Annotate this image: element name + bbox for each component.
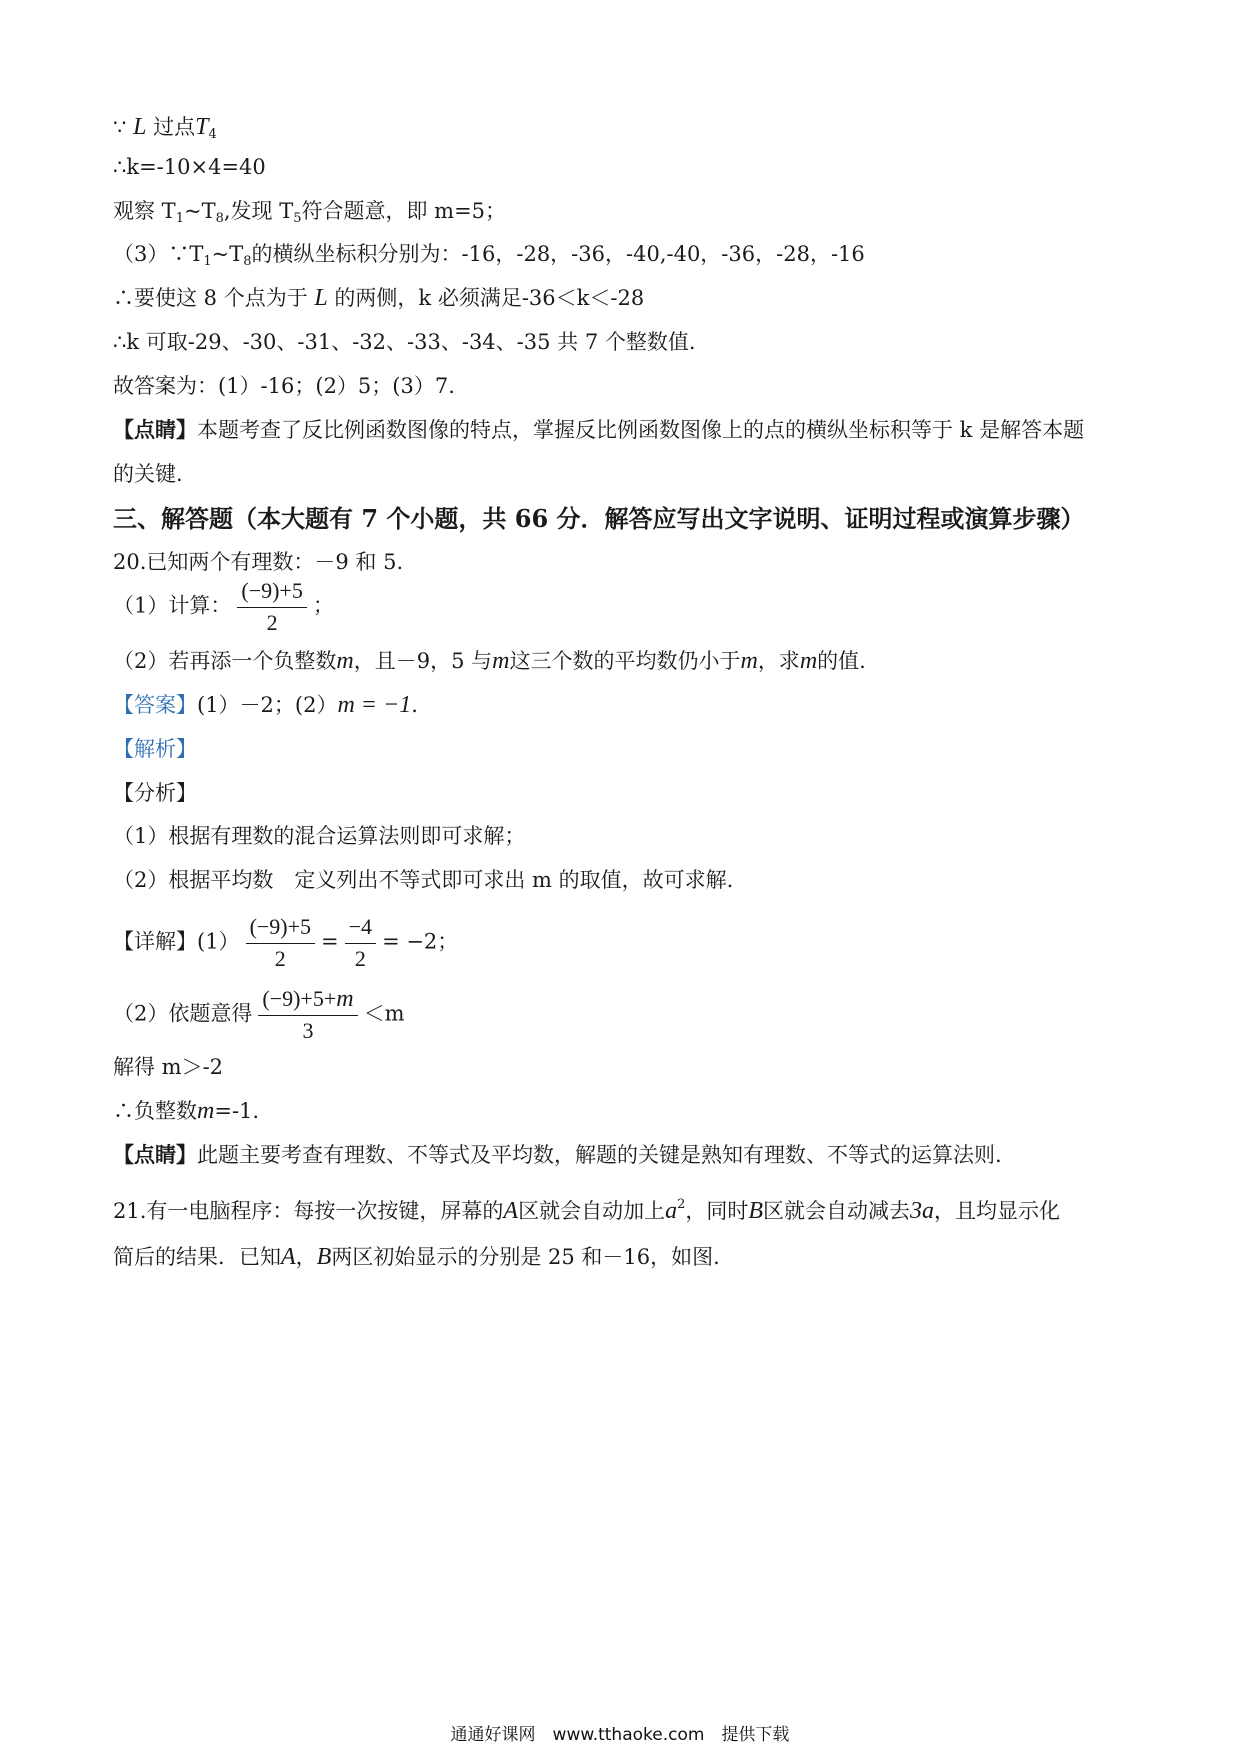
text: .	[411, 693, 418, 717]
numerator: (−9)+5	[237, 576, 306, 608]
var-B: B	[316, 1244, 332, 1270]
text: (1）－2；(2）	[197, 693, 338, 717]
question-20: 20.已知两个有理数：－9 和 5.	[113, 550, 404, 574]
text: 简后的结果．已知	[113, 1245, 281, 1269]
line-4	[113, 239, 865, 277]
text: ＜m	[363, 1001, 405, 1026]
text: ~T	[211, 242, 244, 266]
text: 观察 T	[113, 199, 176, 223]
line-9: 的关键.	[113, 462, 183, 486]
line-1	[113, 112, 217, 150]
text: 的值.	[817, 649, 866, 673]
text: ~T	[183, 199, 216, 223]
var-m: m	[740, 648, 758, 674]
superscript: 2	[677, 1197, 686, 1212]
analysis-tag: 【解析】	[113, 737, 197, 761]
fraction	[246, 912, 315, 974]
var-B: B	[748, 1198, 764, 1224]
text: （2）若再添一个负整数	[113, 649, 337, 673]
text: = −2	[382, 929, 438, 954]
subscript: 5	[293, 211, 302, 226]
denominator: 2	[354, 946, 366, 971]
text: ，	[295, 1245, 317, 1269]
equation: m = −1	[337, 692, 412, 718]
because-symbol: ∵	[113, 115, 127, 139]
answer-line	[113, 690, 418, 720]
text: （3）∵T	[113, 242, 204, 266]
question-20-part-1	[113, 576, 334, 638]
text: 这三个数的平均数仍小于	[509, 649, 741, 673]
var-a: a	[665, 1198, 678, 1224]
text: ；	[312, 593, 334, 618]
denominator: 2	[266, 610, 278, 635]
text: 过点	[153, 115, 196, 139]
subscript: 8	[243, 254, 252, 269]
var-L: L	[133, 114, 147, 140]
question-20-part-2	[113, 646, 866, 676]
fraction	[237, 576, 306, 638]
line-2: ∴k=-10×4=40	[113, 155, 266, 179]
answer-tag: 【答案】	[113, 693, 197, 717]
text: 本题考查了反比例函数图像的特点，掌握反比例函数图像上的点的横纵坐标积等于 k 是解答本题	[197, 418, 1085, 442]
note-tag: 【点睛】	[113, 417, 197, 442]
text: (−9)+5+	[262, 986, 337, 1011]
analysis-step-2: （2）根据平均数 定义列出不等式即可求出 m 的取值，故可求解.	[113, 868, 734, 892]
conclusion-line	[113, 1096, 259, 1126]
text: ∴负整数	[113, 1099, 197, 1123]
note-tag: 【点睛】	[113, 1142, 197, 1167]
line-7: 故答案为：(1）-16；(2）5；(3）7.	[113, 374, 455, 398]
text: ∴要使这 8 个点为于	[113, 286, 315, 310]
question-21-line-2	[113, 1242, 720, 1272]
detail-tag: 【详解】	[113, 929, 197, 954]
var-T: T	[195, 114, 209, 140]
text: 的横纵坐标积分别为：-16，-28，-36，-40,-40，-36，-28，-16	[251, 242, 865, 266]
var-A: A	[281, 1244, 296, 1270]
text: =-1.	[214, 1099, 260, 1123]
denominator: 2	[274, 946, 286, 971]
text: ，求	[757, 649, 800, 673]
subscript: 4	[208, 127, 217, 142]
var-m: m	[336, 648, 354, 674]
subscript: 1	[175, 211, 184, 226]
var-m: m	[336, 986, 354, 1012]
text: =	[321, 929, 339, 954]
text: 此题主要考查有理数、不等式及平均数，解题的关键是熟知有理数、不等式的运算法则.	[197, 1143, 1002, 1167]
section-heading: 三、解答题（本大题有 7 个小题，共 66 分．解答应写出文字说明、证明过程或演算步骤）	[113, 504, 1085, 533]
subscript: 1	[203, 254, 212, 269]
text: 区就会自动加上	[518, 1199, 666, 1223]
text: ，且－9，5 与	[353, 649, 493, 673]
line-6: ∴k 可取-29、-30、-31、-32、-33、-34、-35 共 7 个整数值.	[113, 330, 696, 354]
text: 的两侧，k 必须满足-36＜k＜-28	[327, 286, 645, 310]
page-footer: 通通好课网 www.tthaoke.com 提供下载	[450, 1725, 790, 1745]
text: 符合题意，即 m=5；	[301, 199, 507, 223]
line-5	[113, 283, 644, 313]
numerator	[258, 984, 357, 1016]
detail-2	[113, 984, 405, 1046]
subscript: 8	[215, 211, 224, 226]
expr-3a: 3a	[910, 1198, 935, 1224]
var-A: A	[503, 1198, 519, 1224]
var-m: m	[197, 1098, 215, 1124]
text: ,发现 T	[223, 199, 294, 223]
text: ，同时	[685, 1199, 749, 1223]
fenxi-tag: 【分析】	[113, 781, 197, 805]
text: 两区初始显示的分别是 25 和－16，如图.	[331, 1245, 720, 1269]
text: ；	[437, 929, 459, 954]
analysis-step-1: （1）根据有理数的混合运算法则即可求解；	[113, 824, 526, 848]
label: （2）依题意得	[113, 1001, 253, 1026]
var-m: m	[799, 648, 818, 674]
numerator: −4	[345, 912, 376, 944]
detail-1	[113, 912, 458, 974]
var-m: m	[492, 648, 510, 674]
numerator: (−9)+5	[246, 912, 315, 944]
denominator: 3	[302, 1018, 314, 1043]
text: 区就会自动减去	[763, 1199, 911, 1223]
text: ，且均显示化	[934, 1199, 1061, 1223]
var-L: L	[314, 285, 328, 311]
question-21-line-1	[113, 1190, 1060, 1226]
line-3	[113, 196, 506, 234]
note-2	[113, 1140, 1002, 1170]
fraction	[258, 984, 357, 1046]
line-8	[113, 415, 1084, 445]
label: （1）计算：	[113, 593, 232, 618]
fraction	[345, 912, 376, 974]
label: (1）	[197, 929, 240, 954]
text: 21.有一电脑程序：每按一次按键，屏幕的	[113, 1199, 504, 1223]
solve-line: 解得 m＞-2	[113, 1055, 224, 1079]
